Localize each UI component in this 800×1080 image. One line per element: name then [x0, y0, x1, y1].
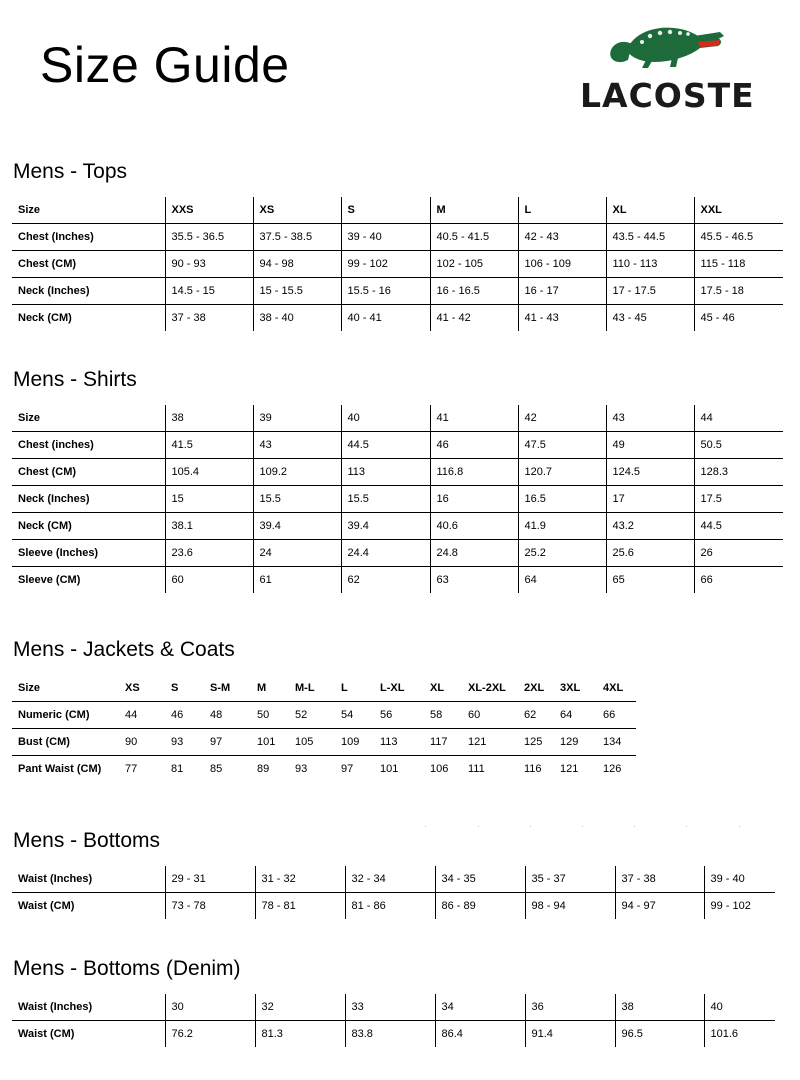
- table-cell: M: [430, 197, 518, 224]
- table-cell: 32: [255, 994, 345, 1021]
- table-cell: 77: [125, 763, 138, 775]
- table-cell: 97: [204, 729, 251, 756]
- table-cell: 50: [251, 702, 289, 729]
- table-cell: 61: [253, 567, 341, 594]
- table-cell: 56: [374, 702, 424, 729]
- table-cell: 76.2: [165, 1021, 255, 1048]
- table-row: [12, 540, 783, 567]
- table-cell: 40.6: [430, 513, 518, 540]
- row-label: Size: [12, 197, 165, 224]
- table-cell: 39.4: [341, 513, 430, 540]
- row-label: Size: [12, 405, 165, 432]
- table-cell: 16: [430, 486, 518, 513]
- table-cell: 89: [257, 763, 270, 775]
- table-cell: 44.5: [694, 513, 783, 540]
- table-cell: 85: [210, 763, 223, 775]
- table-cell: 43.2: [606, 513, 694, 540]
- table-cell: 111: [468, 763, 485, 775]
- table-cell: 30: [165, 994, 255, 1021]
- table-cell: 86 - 89: [435, 893, 525, 920]
- table-row: [12, 486, 783, 513]
- table-cell: 39.4: [253, 513, 341, 540]
- section-title: Mens - Tops: [13, 160, 127, 183]
- table-cell: 99 - 102: [704, 893, 775, 920]
- table-cell: 78 - 81: [255, 893, 345, 920]
- table-cell: 101.6: [704, 1021, 775, 1048]
- table-cell: 102 - 105: [430, 251, 518, 278]
- row-label: Pant Waist (CM): [18, 763, 102, 775]
- table-cell: XS: [119, 675, 165, 702]
- table-cell: 42: [518, 405, 606, 432]
- brand-logo: [576, 18, 772, 114]
- table-row: [12, 224, 783, 251]
- table-cell: 94 - 98: [253, 251, 341, 278]
- table-cell: 38: [165, 405, 253, 432]
- table-cell: XL: [424, 675, 462, 702]
- table-cell: 47.5: [518, 432, 606, 459]
- table-cell: 110 - 113: [606, 251, 694, 278]
- table-row: [12, 729, 636, 756]
- table-cell: 101: [251, 729, 289, 756]
- table-cell: 134: [597, 729, 636, 756]
- row-label: Waist (CM): [18, 900, 75, 912]
- table-cell: 58: [424, 702, 462, 729]
- row-label: Bust (CM): [12, 729, 119, 756]
- table-cell: 40.5 - 41.5: [430, 224, 518, 251]
- table-cell: M: [251, 675, 289, 702]
- table-cell: 38: [615, 994, 704, 1021]
- table-row: [12, 278, 783, 305]
- table-cell: 98 - 94: [525, 893, 615, 920]
- brand-name: LACOSTE: [580, 76, 755, 115]
- table-cell: 2XL: [518, 675, 554, 702]
- table-cell: 37 - 38: [615, 866, 704, 893]
- table-cell: 124.5: [606, 459, 694, 486]
- table-cell: 116: [524, 763, 542, 775]
- table-cell: 35.5 - 36.5: [165, 224, 253, 251]
- table-cell: 66: [597, 702, 636, 729]
- table-cell: 120.7: [518, 459, 606, 486]
- table-cell: S: [165, 675, 204, 702]
- table-cell: 41.5: [165, 432, 253, 459]
- denim-size-table: [12, 994, 775, 1047]
- table-cell: 32 - 34: [345, 866, 435, 893]
- table-cell: 48: [204, 702, 251, 729]
- table-cell: 43.5 - 44.5: [606, 224, 694, 251]
- table-cell: 96.5: [615, 1021, 704, 1048]
- table-cell: 25.2: [518, 540, 606, 567]
- table-cell: XXL: [694, 197, 783, 224]
- table-cell: 29 - 31: [165, 866, 255, 893]
- row-label: Chest (CM): [12, 251, 165, 278]
- table-cell: L-XL: [374, 675, 424, 702]
- table-cell: 33: [345, 994, 435, 1021]
- table-cell: 35 - 37: [525, 866, 615, 893]
- table-cell: 15.5: [253, 486, 341, 513]
- table-cell: 15: [165, 486, 253, 513]
- table-cell: XXS: [165, 197, 253, 224]
- table-cell: 17 - 17.5: [606, 278, 694, 305]
- table-row: [12, 893, 775, 920]
- table-cell: 38.1: [165, 513, 253, 540]
- table-cell: 129: [554, 729, 597, 756]
- section-title: Mens - Shirts: [13, 368, 137, 391]
- row-label: Sleeve (CM): [18, 574, 81, 586]
- table-cell: 86.4: [435, 1021, 525, 1048]
- table-cell: 97: [341, 763, 354, 775]
- faint-divider-dots: [425, 826, 745, 828]
- table-row: [12, 305, 783, 332]
- row-label: Neck (Inches): [12, 278, 165, 305]
- table-cell: 41.9: [518, 513, 606, 540]
- row-label: Size: [12, 675, 119, 702]
- table-cell: 23.6: [165, 540, 253, 567]
- tops-size-table: [12, 197, 783, 331]
- table-cell: 44.5: [341, 432, 430, 459]
- table-cell: 90 - 93: [165, 251, 253, 278]
- table-cell: S-M: [204, 675, 251, 702]
- table-cell: 105: [289, 729, 335, 756]
- table-cell: 83.8: [345, 1021, 435, 1048]
- table-cell: 39 - 40: [341, 224, 430, 251]
- section-denim: [12, 957, 775, 1047]
- table-cell: 116.8: [430, 459, 518, 486]
- table-cell: XS: [253, 197, 341, 224]
- table-cell: 34: [435, 994, 525, 1021]
- table-cell: XL: [606, 197, 694, 224]
- table-row: [12, 866, 775, 893]
- table-cell: 54: [335, 702, 374, 729]
- table-cell: 81.3: [255, 1021, 345, 1048]
- table-cell: 62: [341, 567, 430, 594]
- table-cell: 43: [606, 405, 694, 432]
- table-cell: L: [335, 675, 374, 702]
- table-cell: 63: [430, 567, 518, 594]
- table-cell: 64: [554, 702, 597, 729]
- table-cell: 43: [253, 432, 341, 459]
- table-cell: XL-2XL: [462, 675, 518, 702]
- table-cell: 128.3: [694, 459, 783, 486]
- table-cell: 64: [518, 567, 606, 594]
- table-cell: 121: [560, 763, 579, 775]
- table-cell: 106 - 109: [518, 251, 606, 278]
- table-cell: 81 - 86: [345, 893, 435, 920]
- table-cell: 16.5: [518, 486, 606, 513]
- table-cell: 49: [606, 432, 694, 459]
- table-cell: 16 - 17: [518, 278, 606, 305]
- table-cell: 117: [424, 729, 462, 756]
- section-jackets: [12, 638, 636, 782]
- table-cell: 46: [165, 702, 204, 729]
- table-cell: 17.5 - 18: [694, 278, 783, 305]
- table-row: [12, 567, 783, 594]
- table-cell: 24: [253, 540, 341, 567]
- table-cell: 94 - 97: [615, 893, 704, 920]
- table-cell: 24.4: [341, 540, 430, 567]
- table-row: [12, 432, 783, 459]
- table-cell: 60: [462, 702, 518, 729]
- table-cell: 40 - 41: [341, 305, 430, 332]
- table-cell: 40: [704, 994, 775, 1021]
- table-cell: 62: [518, 702, 554, 729]
- table-cell: 25.6: [606, 540, 694, 567]
- table-cell: 15 - 15.5: [253, 278, 341, 305]
- section-bottoms: [12, 829, 775, 919]
- table-cell: 45 - 46: [694, 305, 783, 332]
- table-row: [12, 675, 636, 702]
- table-cell: 15.5: [341, 486, 430, 513]
- crocodile-icon: [576, 18, 772, 78]
- section-shirts: [12, 368, 783, 593]
- table-cell: 41 - 43: [518, 305, 606, 332]
- table-cell: 73 - 78: [165, 893, 255, 920]
- table-cell: 93: [295, 763, 308, 775]
- table-cell: 81: [171, 763, 184, 775]
- jackets-size-table: [12, 675, 636, 782]
- table-row: [12, 197, 783, 224]
- table-cell: 101: [380, 763, 399, 775]
- table-cell: 99 - 102: [341, 251, 430, 278]
- table-cell: 45.5 - 46.5: [694, 224, 783, 251]
- table-cell: 3XL: [554, 675, 597, 702]
- table-cell: M-L: [289, 675, 335, 702]
- table-cell: 91.4: [525, 1021, 615, 1048]
- table-cell: 17: [606, 486, 694, 513]
- table-cell: 60: [165, 567, 253, 594]
- table-cell: 41 - 42: [430, 305, 518, 332]
- table-cell: 44: [119, 702, 165, 729]
- table-cell: 39: [253, 405, 341, 432]
- table-cell: 121: [462, 729, 518, 756]
- table-cell: 41: [430, 405, 518, 432]
- table-row: [12, 459, 783, 486]
- section-title: Mens - Jackets & Coats: [13, 638, 235, 661]
- table-cell: 66: [694, 567, 783, 594]
- table-cell: 31 - 32: [255, 866, 345, 893]
- table-cell: 46: [430, 432, 518, 459]
- table-cell: 38 - 40: [253, 305, 341, 332]
- row-label: Waist (Inches): [12, 994, 165, 1021]
- table-cell: 113: [374, 729, 424, 756]
- row-label: Sleeve (Inches): [12, 540, 165, 567]
- table-row: [12, 405, 783, 432]
- table-cell: 115 - 118: [694, 251, 783, 278]
- table-cell: 24.8: [430, 540, 518, 567]
- row-label: Neck (CM): [18, 312, 72, 324]
- table-cell: 113: [341, 459, 430, 486]
- row-label: Chest (CM): [12, 459, 165, 486]
- table-cell: 52: [289, 702, 335, 729]
- section-title: Mens - Bottoms (Denim): [13, 957, 241, 980]
- table-cell: 93: [165, 729, 204, 756]
- table-cell: 42 - 43: [518, 224, 606, 251]
- table-cell: 126: [603, 763, 622, 775]
- row-label: Neck (CM): [12, 513, 165, 540]
- table-row: [12, 251, 783, 278]
- row-label: Neck (Inches): [12, 486, 165, 513]
- table-row: [12, 994, 775, 1021]
- table-cell: 36: [525, 994, 615, 1021]
- table-cell: 37.5 - 38.5: [253, 224, 341, 251]
- page-title: Size Guide: [40, 37, 290, 93]
- table-cell: 109.2: [253, 459, 341, 486]
- table-cell: 37 - 38: [165, 305, 253, 332]
- row-label: Chest (inches): [12, 432, 165, 459]
- table-cell: 26: [694, 540, 783, 567]
- table-cell: S: [341, 197, 430, 224]
- table-cell: 39 - 40: [704, 866, 775, 893]
- table-cell: 90: [119, 729, 165, 756]
- table-cell: 17.5: [694, 486, 783, 513]
- table-row: [12, 702, 636, 729]
- bottoms-size-table: [12, 866, 775, 919]
- row-label: Chest (Inches): [12, 224, 165, 251]
- table-cell: 65: [606, 567, 694, 594]
- table-row: [12, 1021, 775, 1048]
- table-cell: L: [518, 197, 606, 224]
- table-cell: 40: [341, 405, 430, 432]
- table-cell: 43 - 45: [606, 305, 694, 332]
- section-title: Mens - Bottoms: [13, 829, 161, 852]
- table-cell: 44: [694, 405, 783, 432]
- table-cell: 4XL: [597, 675, 636, 702]
- table-row: [12, 513, 783, 540]
- table-cell: 109: [335, 729, 374, 756]
- table-cell: 50.5: [694, 432, 783, 459]
- table-cell: 15.5 - 16: [341, 278, 430, 305]
- table-row: [12, 756, 636, 783]
- table-cell: 14.5 - 15: [165, 278, 253, 305]
- row-label: Numeric (CM): [12, 702, 119, 729]
- table-cell: 34 - 35: [435, 866, 525, 893]
- shirts-size-table: [12, 405, 783, 593]
- row-label: Waist (CM): [18, 1028, 75, 1040]
- table-cell: 106: [430, 763, 449, 775]
- row-label: Waist (Inches): [12, 866, 165, 893]
- table-cell: 105.4: [165, 459, 253, 486]
- table-cell: 16 - 16.5: [430, 278, 518, 305]
- section-tops: [12, 160, 783, 331]
- table-cell: 125: [518, 729, 554, 756]
